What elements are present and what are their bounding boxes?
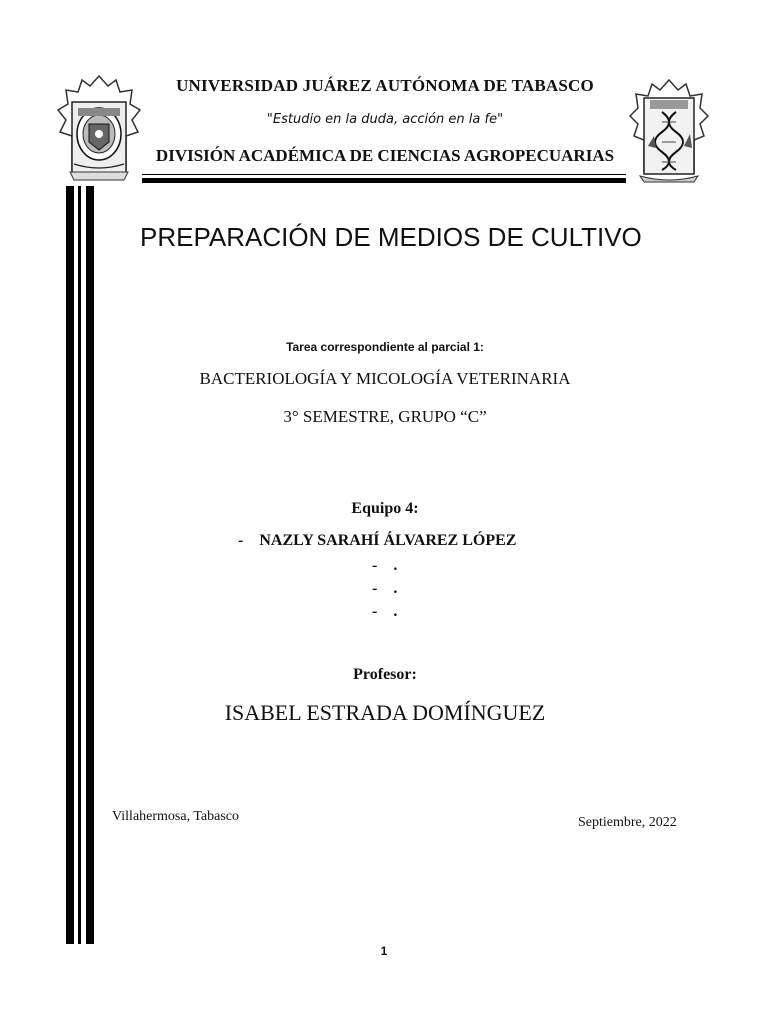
page-number: 1 <box>380 944 388 958</box>
university-name: UNIVERSIDAD JUÁREZ AUTÓNOMA DE TABASCO <box>176 76 594 95</box>
professor-label: Profesor: <box>353 666 417 683</box>
team-member: - . <box>372 580 398 597</box>
margin-bar <box>78 186 81 944</box>
assignment-label: Tarea correspondiente al parcial 1: <box>286 340 484 354</box>
team-member: - NAZLY SARAHÍ ÁLVAREZ LÓPEZ <box>238 532 517 549</box>
header-rule-thick <box>142 178 626 183</box>
date: Septiembre, 2022 <box>578 815 677 830</box>
team-label: Equipo 4: <box>351 500 419 517</box>
semester-group: 3° SEMESTRE, GRUPO “C” <box>283 407 487 426</box>
team-member: - . <box>372 557 398 574</box>
document-title: PREPARACIÓN DE MEDIOS DE CULTIVO <box>140 222 642 252</box>
header-rule-thin <box>142 174 626 175</box>
place: Villahermosa, Tabasco <box>112 809 239 824</box>
professor-name: ISABEL ESTRADA DOMÍNGUEZ <box>224 700 546 725</box>
division-seal-icon <box>628 76 710 184</box>
subject-name: BACTERIOLOGÍA Y MICOLOGÍA VETERINARIA <box>199 369 571 388</box>
margin-bar <box>86 186 94 944</box>
university-seal-icon <box>56 72 142 182</box>
team-member: - . <box>372 603 398 620</box>
division-name: DIVISIÓN ACADÉMICA DE CIENCIAS AGROPECUARIAS <box>155 146 615 165</box>
university-motto: "Estudio en la duda, acción en la fe" <box>266 112 504 127</box>
margin-bar <box>66 186 74 944</box>
